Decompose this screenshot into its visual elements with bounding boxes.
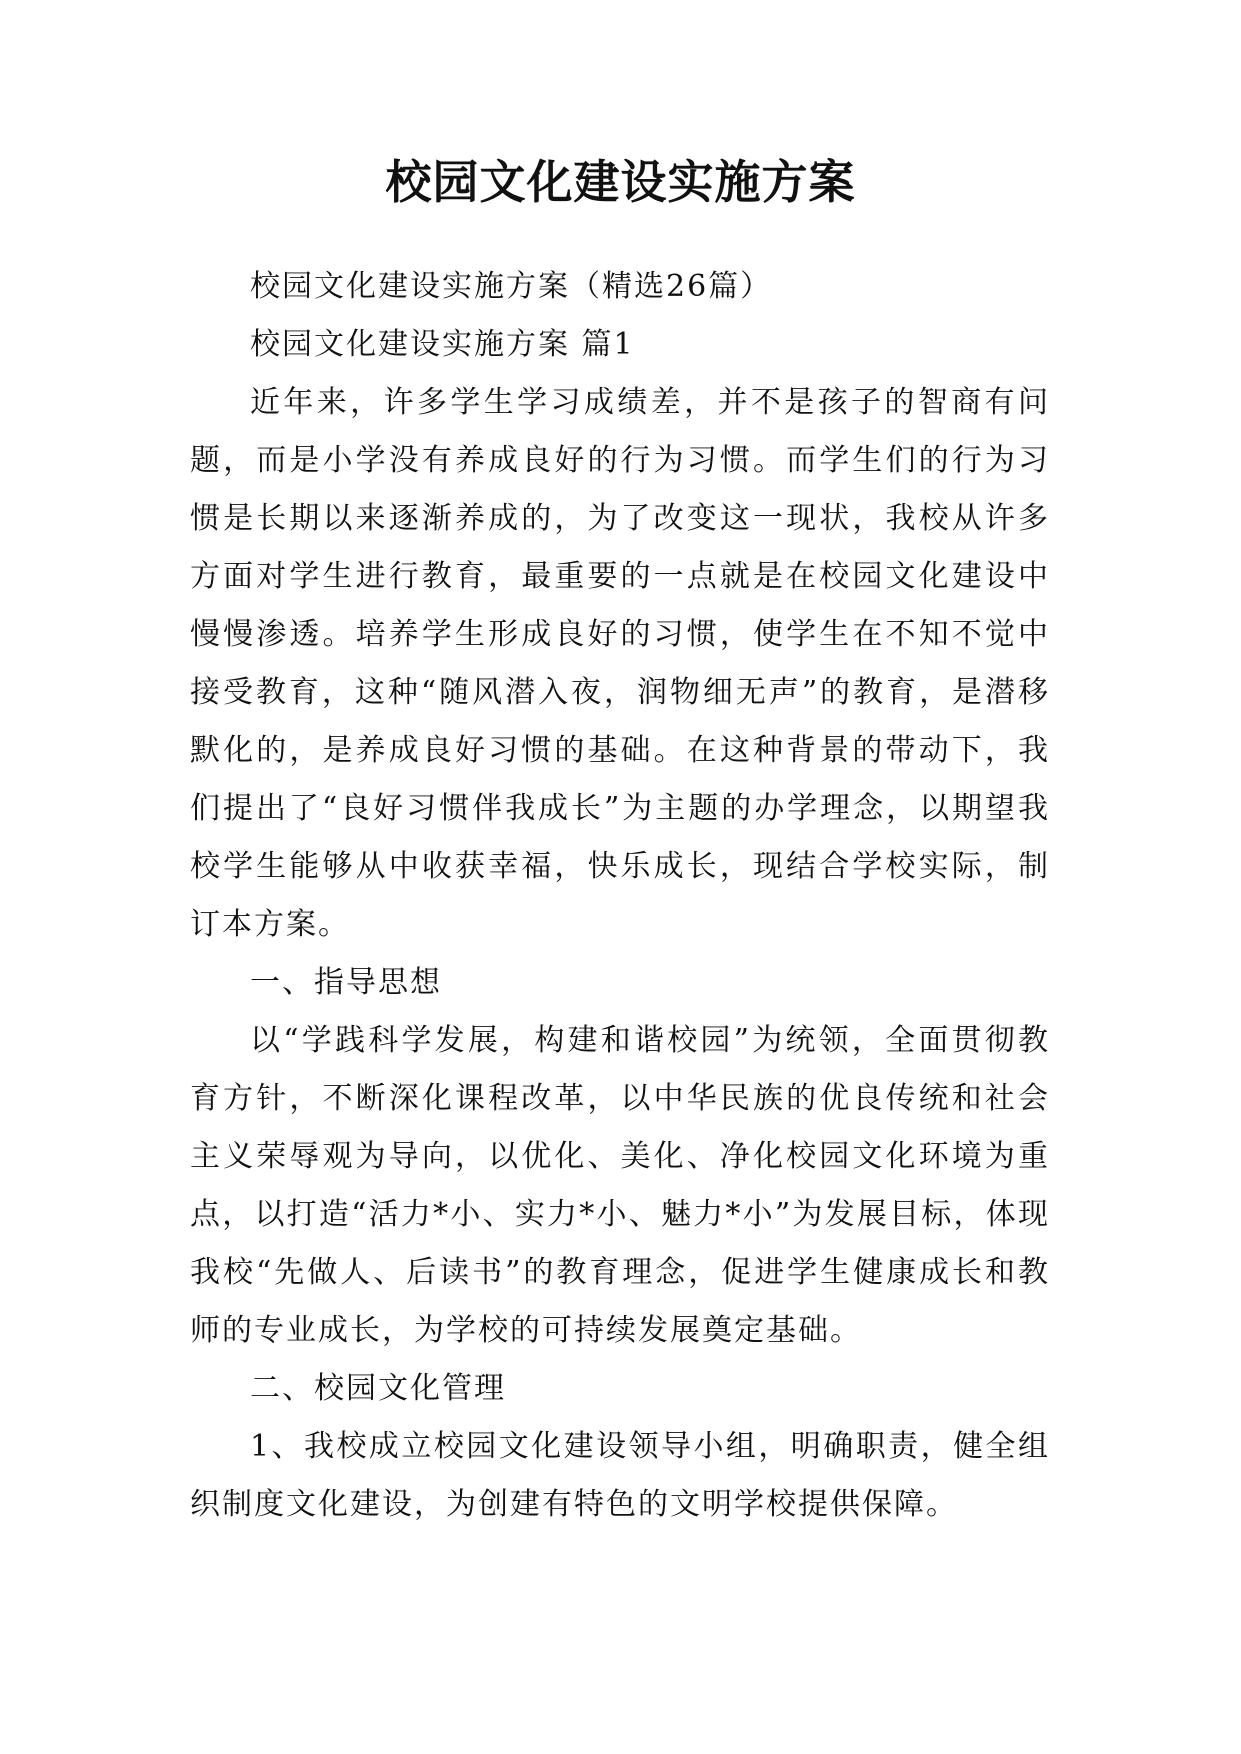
intro-paragraph: 近年来，许多学生学习成绩差，并不是孩子的智商有问题，而是小学没有养成良好的行为习惯。而学生们的行为习惯是长期以来逐渐养成的，为了改变这一现状，我校从许多方面对学生进行教育，最重要的一点就是在校园文化建设中慢慢渗透。培养学生形成良好的习惯，使学生在不知不觉中接受教育，这种“随风潜入夜，润物细无声”的教育，是潜移默化的，是养成良好习惯的基础。在这种背景的带动下，我们提出了“良好习惯伴我成长”为主题的办学理念，以期望我校学生能够从中收获幸福，快乐成长，现结合学校实际，制订本方案。 bbox=[190, 385, 1050, 942]
guiding-ideology-paragraph: 以“学践科学发展，构建和谐校园”为统领，全面贯彻教育方针，不断深化课程改革，以中华民族的优良传统和社会主义荣辱观为导向，以优化、美化、净化校园文化环境为重点，以打造“活力*小、实力*小、魅力*小”为发展目标，体现我校“先做人、后读书”的教育理念，促进学生健康成长和教师的专业成长，为学校的可持续发展奠定基础。 bbox=[190, 1023, 1050, 1348]
document-title: 校园文化建设实施方案 bbox=[385, 155, 856, 209]
section-heading-guiding-ideology: 一、指导思想 bbox=[250, 965, 442, 1000]
section-heading-part1: 校园文化建设实施方案 篇1 bbox=[250, 327, 635, 362]
subtitle-paragraph: 校园文化建设实施方案（精选26篇） bbox=[250, 269, 773, 304]
section-heading-culture-management: 二、校园文化管理 bbox=[250, 1371, 506, 1406]
culture-management-paragraph-1: 1、我校成立校园文化建设领导小组，明确职责，健全组织制度文化建设，为创建有特色的文明学校提供保障。 bbox=[190, 1429, 1050, 1522]
document-body bbox=[190, 258, 1050, 1534]
